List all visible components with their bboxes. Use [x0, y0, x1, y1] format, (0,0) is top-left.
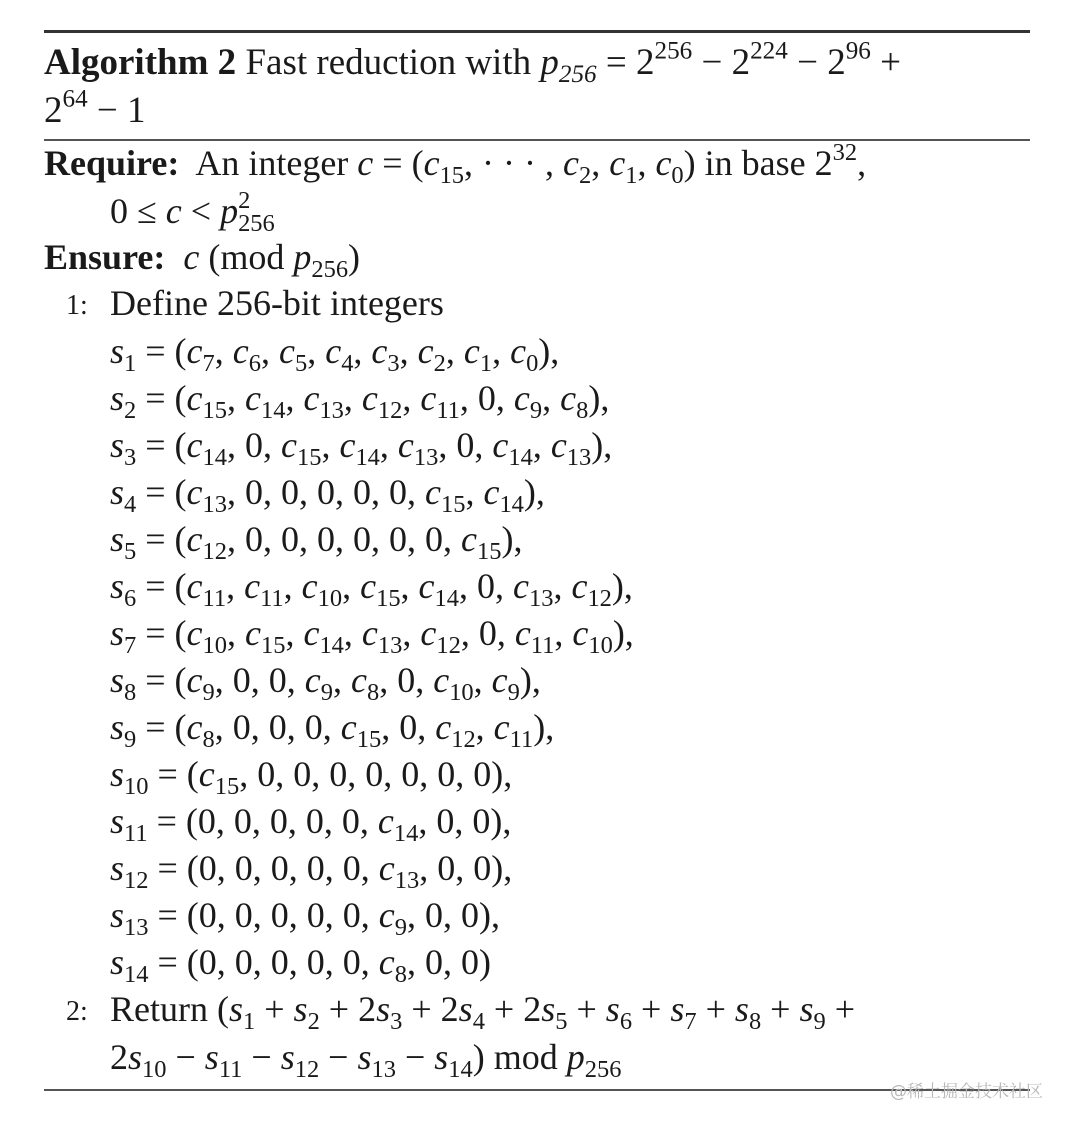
- require-range: $0 \le c < p^2_{256}$: [110, 186, 275, 237]
- s5-definition: $s_5 = (c_{12}$, 0, 0, 0, 0, 0, 0, $c_{15}$),: [110, 519, 523, 565]
- watermark: @稀土掘金技术社区: [890, 1082, 1043, 1102]
- s14-definition: $s_{14} = (0$, 0, 0, 0, 0, $c_8$, 0, 0): [110, 942, 491, 988]
- s6-definition: $s_6 = (c_{11}$, $c_{11}$, $c_{10}$, $c_{15}$, $c_{14}$, 0, $c_{13}$, $c_{12}$),: [110, 566, 633, 612]
- s7-definition: $s_7 = (c_{10}$, $c_{15}$, $c_{14}$, $c_{13}$, $c_{12}$, 0, $c_{11}$, $c_{10}$),: [110, 613, 634, 659]
- ensure-line: Ensure: c (mod $p_{256}$): [44, 237, 361, 283]
- s9-definition: $s_9 = (c_8$, 0, 0, 0, $c_{15}$, 0, $c_{12}$, $c_{11}$),: [110, 707, 555, 753]
- s8-definition: $s_8 = (c_9$, 0, 0, $c_9$, $c_8$, 0, $c_{10}$, $c_9$),: [110, 660, 541, 706]
- step-number-2: 2:: [66, 996, 88, 1027]
- require-text: An integer: [195, 143, 349, 183]
- s4-definition: $s_4 = (c_{13}$, 0, 0, 0, 0, 0, $c_{15}$, $c_{14}$),: [110, 472, 545, 518]
- s1-definition: $s_1 = (c_7$, $c_6$, $c_5$, $c_4$, $c_3$, $c_2$, $c_1$, $c_0$),: [110, 331, 560, 377]
- step-2-line1: Return ($s_1 + s_2 + 2s_3 + 2s_4 + 2s_5 + s_6 + s_7 + s_8 + s_9$ +: [110, 989, 856, 1035]
- algorithm-caption: Algorithm 2 Fast reduction with $p_{256} = 2^{256} - 2^{224} - 2^{96}$ + $2^{64} - 1$: [44, 37, 901, 131]
- step-2-text: Return: [110, 989, 208, 1029]
- ensure-mod: (mod: [208, 237, 285, 277]
- caption-text: Fast reduction with: [245, 42, 532, 83]
- step-1-text: Define 256-bit integers: [110, 283, 444, 323]
- top-rule: [44, 30, 1030, 33]
- require-label: Require:: [44, 143, 180, 183]
- caption-rule: [44, 139, 1030, 141]
- s3-definition: $s_3 = (c_{14}$, 0, $c_{15}$, $c_{14}$, $c_{13}$, 0, $c_{14}$, $c_{13}$),: [110, 425, 613, 471]
- algorithm-box: [44, 30, 1030, 141]
- caption-formula: $p_{256}$: [540, 42, 597, 89]
- s12-definition: $s_{12} = (0$, 0, 0, 0, 0, $c_{13}$, 0, 0),: [110, 848, 513, 894]
- require-line: Require: An integer $c = (c_{15}$, · · · , $c_2$, $c_1$, $c_0$) in base $2^{32}$,: [44, 138, 867, 189]
- step-number-1: 1:: [66, 290, 88, 321]
- ensure-label: Ensure:: [44, 237, 166, 277]
- return-mod: mod: [493, 1037, 558, 1077]
- s11-definition: $s_{11} = (0$, 0, 0, 0, 0, $c_{14}$, 0, 0),: [110, 801, 512, 847]
- algorithm-label: Algorithm 2: [44, 42, 237, 83]
- s10-definition: $s_{10} = (c_{15}$, 0, 0, 0, 0, 0, 0, 0),: [110, 754, 513, 800]
- s13-definition: $s_{13} = (0$, 0, 0, 0, 0, $c_9$, 0, 0),: [110, 895, 500, 941]
- s2-definition: $s_2 = (c_{15}$, $c_{14}$, $c_{13}$, $c_{12}$, $c_{11}$, 0, $c_9$, $c_8$),: [110, 378, 610, 424]
- step-2-line2: $2s_{10} - s_{11} - s_{12} - s_{13} - s_{14}$) mod $p_{256}$: [110, 1037, 622, 1083]
- require-base-text: in base: [704, 143, 806, 183]
- bottom-rule: [44, 1089, 1030, 1091]
